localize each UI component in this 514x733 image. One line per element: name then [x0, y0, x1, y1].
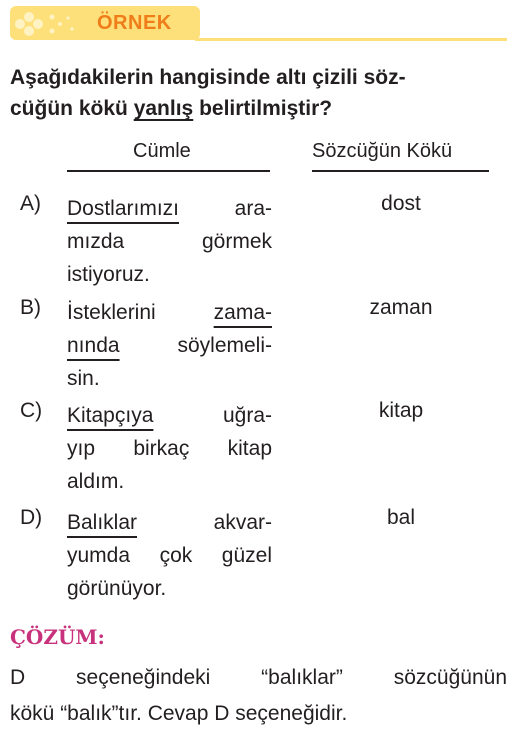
dots-decoration-icon — [12, 9, 82, 39]
underlined-word: nında — [67, 334, 120, 357]
column-rule-root — [312, 170, 489, 172]
option-letter: C) — [20, 399, 43, 422]
solution-line-2: kökü “balık”tır. Cevap D seçeneğidir. — [10, 702, 348, 725]
option-sentence: Dostlarımızı ara- mızda görmek istiyoruz. — [67, 197, 272, 286]
example-title: ÖRNEK — [97, 12, 172, 34]
option-letter: B) — [20, 296, 41, 319]
question-emphasis: yanlış — [133, 97, 194, 120]
option-letter: D) — [20, 506, 43, 529]
question-text — [10, 62, 508, 124]
option-sentence: Kitapçıya uğra- yıp birkaç kitap aldım. — [67, 404, 272, 493]
header-divider — [195, 38, 507, 41]
option-letter: A) — [20, 192, 41, 215]
column-header-root: Sözcüğün Kökü — [312, 140, 453, 162]
solution-text — [10, 660, 507, 732]
underlined-word: zama- — [213, 301, 272, 324]
option-root: bal — [386, 506, 416, 529]
solution-title: ÇÖZÜM: — [10, 625, 105, 649]
question-line-2: cüğün kökü yanlış belirtilmiştir? — [10, 97, 333, 120]
column-header-sentence: Cümle — [133, 140, 191, 162]
solution-line-1: D seçeneğindeki “balıklar” sözcüğünün — [10, 666, 507, 689]
example-header — [0, 0, 514, 48]
option-sentence: İsteklerini zama- nında söylemeli- sin. — [67, 301, 272, 390]
underlined-word: Kitapçıya — [67, 404, 154, 427]
option-root: dost — [381, 192, 421, 215]
underlined-word: Balıklar — [67, 511, 138, 534]
column-rule-sentence — [67, 170, 270, 172]
underlined-word: Dostlarımızı — [67, 197, 180, 220]
question-line-1: Aşağıdakilerin hangisinde altı çizili söz- — [10, 66, 406, 89]
option-root: zaman — [369, 296, 433, 319]
option-sentence: Balıklar akvar- yumda çok güzel görünüyor. — [67, 511, 272, 600]
option-root: kitap — [378, 399, 424, 422]
